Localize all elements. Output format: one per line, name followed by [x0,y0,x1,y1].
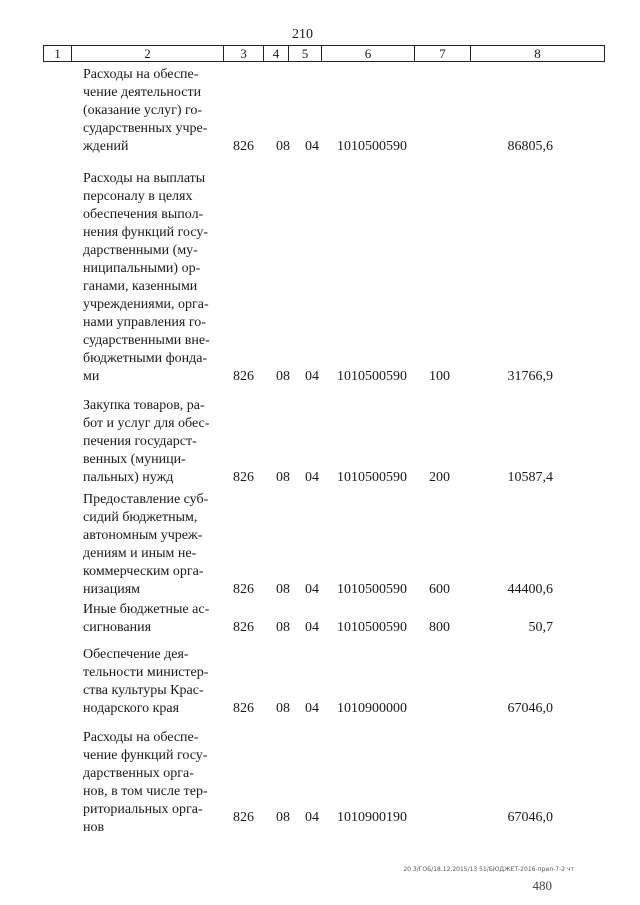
row-code-4: 08 [276,369,290,384]
header-col-2: 2 [72,46,224,61]
row-amount: 31766,9 [507,369,553,384]
row-name-line: сигнования [83,620,152,635]
row-name-line: нения функций госу- [83,225,209,240]
row-name-line: сударственными вне- [83,333,210,348]
header-col-3: 3 [224,46,264,61]
row-code-3: 826 [233,369,254,384]
header-col-6: 6 [322,46,415,61]
row-name-line: бот и услуг для обес- [83,416,210,431]
row-name-line: учреждениями, орга- [83,297,209,312]
row-code-7: 200 [429,470,450,485]
row-amount: 50,7 [528,620,553,635]
row-name-line: сударственных учре- [83,121,208,136]
row-code-5: 04 [305,139,319,154]
row-name [83,646,226,718]
row-name-line: печения государст- [83,434,197,449]
row-code-3: 826 [233,701,254,716]
row-name-line: Закупка товаров, ра- [83,398,205,413]
row-code-7: 800 [429,620,450,635]
row-code-7: 100 [429,369,450,384]
row-code-5: 04 [305,369,319,384]
row-name [83,729,226,837]
file-path-note: 20 3/ГОБ/18.12.2015/13 51/БЮДЖЕТ-2016-прил-7-2 чт [403,866,574,873]
row-code-3: 826 [233,470,254,485]
row-code-6: 1010500590 [337,470,407,485]
row-name-line: чение функций госу- [83,748,208,763]
row-name-line: ниципальными) ор- [83,261,201,276]
row-name-line: Расходы на обеспе- [83,730,199,745]
row-name-line: пальных) нужд [83,470,174,485]
row-amount: 44400,6 [507,582,553,597]
row-code-5: 04 [305,810,319,825]
row-code-7: 600 [429,582,450,597]
row-code-5: 04 [305,620,319,635]
row-code-6: 1010500590 [337,369,407,384]
row-code-6: 1010900190 [337,810,407,825]
header-col-4: 4 [264,46,289,61]
row-name-line: ганами, казенными [83,279,198,294]
row-name-line: венных (муници- [83,452,186,467]
row-name-line: автономным учреж- [83,528,203,543]
row-name-line: дарственными (му- [83,243,198,258]
row-amount: 67046,0 [507,701,553,716]
row-name-line: ми [83,369,100,384]
row-name-line: тельности министер- [83,665,209,680]
row-name-line: Обеспечение дея- [83,647,189,662]
row-name [83,66,226,156]
header-col-1: 1 [44,46,72,61]
row-name [83,397,226,487]
row-name-line: риториальных орга- [83,802,203,817]
row-code-4: 08 [276,470,290,485]
row-code-6: 1010500590 [337,139,407,154]
row-code-4: 08 [276,810,290,825]
row-name-line: дениям и иным не- [83,546,197,561]
row-name-line: (оказание услуг) го- [83,103,203,118]
row-amount: 67046,0 [507,810,553,825]
row-code-6: 1010500590 [337,582,407,597]
row-name-line: Иные бюджетные ас- [83,602,210,617]
sheet-number: 480 [532,878,552,893]
header-col-8: 8 [534,46,541,61]
row-code-6: 1010900000 [337,701,407,716]
row-name [83,491,226,599]
row-code-4: 08 [276,620,290,635]
row-name-line: сидий бюджетным, [83,510,198,525]
row-code-3: 826 [233,620,254,635]
row-code-4: 08 [276,582,290,597]
header-col-5: 5 [289,46,322,61]
row-amount: 10587,4 [507,470,553,485]
row-code-3: 826 [233,810,254,825]
header-col-7: 7 [415,46,471,61]
row-name-line: ждений [83,139,129,154]
row-name-line: нодарского края [83,701,180,716]
row-code-3: 826 [233,139,254,154]
row-name-line: чение деятельности [83,85,202,100]
row-name-line: Предоставление суб- [83,492,209,507]
row-name-line: ства культуры Крас- [83,683,204,698]
row-name-line: Расходы на выплаты [83,171,206,186]
row-name-line: Расходы на обеспе- [83,67,199,82]
row-code-5: 04 [305,582,319,597]
row-name-line: дарственных орга- [83,766,194,781]
row-name-line: нов [83,820,105,835]
row-code-4: 08 [276,139,290,154]
row-name-line: низациям [83,582,141,597]
row-name-line: нами управления го- [83,315,206,330]
row-name [83,170,226,386]
table-header-row [43,45,605,62]
row-code-6: 1010500590 [337,620,407,635]
row-code-5: 04 [305,701,319,716]
row-name [83,601,226,637]
row-name-line: нов, в том числе тер- [83,784,208,799]
row-name-line: обеспечения выпол- [83,207,204,222]
row-name-line: персоналу в целях [83,189,193,204]
row-code-3: 826 [233,582,254,597]
page-number: 210 [292,27,313,42]
row-name-line: коммерческим орга- [83,564,204,579]
row-name-line: бюджетными фонда- [83,351,208,366]
row-code-4: 08 [276,701,290,716]
row-amount: 86805,6 [507,139,553,154]
row-code-5: 04 [305,470,319,485]
